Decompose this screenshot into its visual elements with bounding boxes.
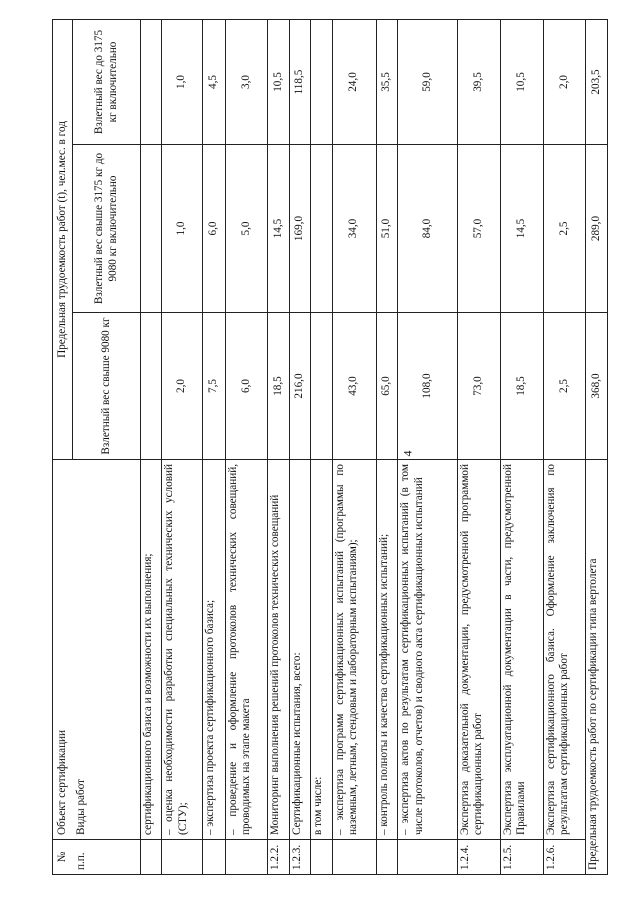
row-number bbox=[332, 840, 376, 875]
row-value-3: 59,0 bbox=[398, 19, 458, 144]
row-value-2 bbox=[311, 145, 332, 313]
row-value-1: 43,0 bbox=[332, 313, 376, 460]
row-text: – экспертиза программ сертификационных испытаний (программы по наземным, летным, стендовым и лабораторным испытаниям); bbox=[332, 460, 376, 840]
row-text: Экспертиза сертификационного базиса. Оформление заключения по результатам сертификационных работ bbox=[543, 460, 586, 840]
row-value-3: 10,5 bbox=[268, 19, 289, 144]
row-value-2: 14,5 bbox=[500, 145, 543, 313]
row-value-2: 5,0 bbox=[225, 145, 268, 313]
row-text: – проведение и оформление протоколов технических совещаний, проводимых на этапе макета bbox=[225, 460, 268, 840]
row-text: – экспертиза проекта сертификационного базиса; bbox=[203, 460, 226, 840]
page-number: 4 bbox=[400, 450, 415, 457]
row-value-3: 118,5 bbox=[289, 19, 310, 144]
row-text: сертификационного базиса и возможности их выполнения; bbox=[140, 460, 161, 840]
table-row bbox=[140, 19, 161, 874]
row-value-1: 108,0 bbox=[398, 313, 458, 460]
header-object-title: Объект сертификации bbox=[56, 729, 68, 835]
row-value-2: 34,0 bbox=[332, 145, 376, 313]
row-number bbox=[376, 840, 397, 875]
table-row bbox=[398, 19, 458, 874]
total-value-3: 203,5 bbox=[586, 19, 608, 144]
row-value-1: 216,0 bbox=[289, 313, 310, 460]
row-value-1: 2,0 bbox=[162, 313, 203, 460]
row-value-1: 6,0 bbox=[225, 313, 268, 460]
row-text: – оценка необходимости разработки специальных технических условий (СТУ); bbox=[162, 460, 203, 840]
header-weight-up-to-3175: Взлетный вес до 3175 кг включительно bbox=[73, 19, 141, 144]
row-value-2: 84,0 bbox=[398, 145, 458, 313]
row-value-1: 18,5 bbox=[500, 313, 543, 460]
row-number: 1.2.5. bbox=[500, 840, 543, 875]
header-weight-3175-9080: Взлетный вес свыше 3175 кг до 9080 кг включительно bbox=[73, 145, 141, 313]
header-number bbox=[53, 840, 141, 875]
rotated-table-container bbox=[52, 20, 608, 875]
row-value-3: 1,0 bbox=[162, 19, 203, 144]
row-value-2: 57,0 bbox=[457, 145, 500, 313]
row-number bbox=[203, 840, 226, 875]
table-header-row-1 bbox=[53, 19, 73, 874]
total-value-2: 289,0 bbox=[586, 145, 608, 313]
row-text: Экспертиза эксплуатационной документации в части, предусмотренной Правилами bbox=[500, 460, 543, 840]
table-row bbox=[311, 19, 332, 874]
row-value-1: 7,5 bbox=[203, 313, 226, 460]
row-value-1 bbox=[140, 313, 161, 460]
row-text: Экспертиза доказательной документации, предусмотренной программой сертификационных работ bbox=[457, 460, 500, 840]
row-value-2: 169,0 bbox=[289, 145, 310, 313]
row-value-2: 51,0 bbox=[376, 145, 397, 313]
row-text: в том числе: bbox=[311, 460, 332, 840]
total-row bbox=[586, 19, 608, 874]
row-value-3: 4,5 bbox=[203, 19, 226, 144]
row-text: Сертификационные испытания, всего: bbox=[289, 460, 310, 840]
total-value-1: 368,0 bbox=[586, 313, 608, 460]
table-row bbox=[162, 19, 203, 874]
row-value-1 bbox=[311, 313, 332, 460]
row-number bbox=[225, 840, 268, 875]
row-number bbox=[162, 840, 203, 875]
labor-intensity-table bbox=[52, 19, 608, 875]
row-value-3 bbox=[311, 19, 332, 144]
row-number bbox=[311, 840, 332, 875]
row-number bbox=[398, 840, 458, 875]
row-value-3: 39,5 bbox=[457, 19, 500, 144]
row-value-3 bbox=[140, 19, 161, 144]
row-value-1: 65,0 bbox=[376, 313, 397, 460]
row-value-2: 1,0 bbox=[162, 145, 203, 313]
header-object bbox=[53, 460, 141, 840]
row-value-1: 18,5 bbox=[268, 313, 289, 460]
row-number: 1.2.4. bbox=[457, 840, 500, 875]
row-number: 1.2.6. bbox=[543, 840, 586, 875]
row-value-2: 6,0 bbox=[203, 145, 226, 313]
header-work-types: Виды работ bbox=[75, 778, 88, 835]
row-number: 1.2.2. bbox=[268, 840, 289, 875]
row-number: 1.2.3. bbox=[289, 840, 310, 875]
row-value-1: 73,0 bbox=[457, 313, 500, 460]
row-text: – контроль полноты и качества сертификационных испытаний; bbox=[376, 460, 397, 840]
table-row bbox=[376, 19, 397, 874]
table-row bbox=[332, 19, 376, 874]
row-number bbox=[140, 840, 161, 875]
row-value-2: 2,5 bbox=[543, 145, 586, 313]
row-value-3: 10,5 bbox=[500, 19, 543, 144]
table-row bbox=[500, 19, 543, 874]
table-row bbox=[268, 19, 289, 874]
row-value-3: 3,0 bbox=[225, 19, 268, 144]
table-row bbox=[543, 19, 586, 874]
row-value-2 bbox=[140, 145, 161, 313]
row-text: – экспертиза актов по результатам сертификационных испытаний (в том числе протоколов, отчетов) и сводного акта сертификационных испытаний bbox=[398, 460, 458, 840]
table-row bbox=[457, 19, 500, 874]
header-number-sign: № bbox=[56, 851, 68, 863]
row-value-3: 35,5 bbox=[376, 19, 397, 144]
total-label: Предельная трудоемкость работ по сертификации типа вертолета bbox=[586, 460, 608, 875]
row-value-2: 14,5 bbox=[268, 145, 289, 313]
header-number-pp: п.п. bbox=[75, 852, 88, 870]
table-row bbox=[225, 19, 268, 874]
row-text: Мониторинг выполнения решений протоколов технических совещаний bbox=[268, 460, 289, 840]
table-row bbox=[203, 19, 226, 874]
header-weight-over-9080: Взлетный вес свыше 9080 кг bbox=[73, 313, 141, 460]
row-value-3: 2,0 bbox=[543, 19, 586, 144]
row-value-1: 2,5 bbox=[543, 313, 586, 460]
table-row bbox=[289, 19, 310, 874]
row-value-3: 24,0 bbox=[332, 19, 376, 144]
header-group: Предельная трудоемкость работ (t), чел.мес. в год bbox=[53, 19, 73, 459]
